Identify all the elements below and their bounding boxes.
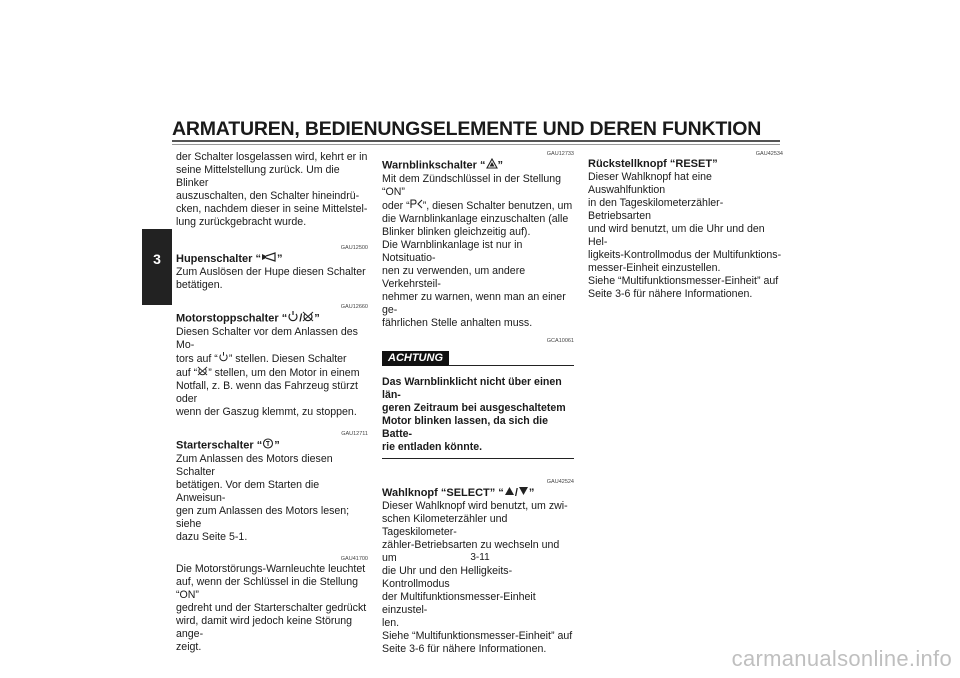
heading-text: ” [497, 159, 504, 172]
heading-text: Hupenschalter “ [176, 252, 261, 265]
caution-box [382, 351, 574, 459]
section-code: GAU12733 [546, 151, 574, 157]
engine-stop-icon [197, 366, 208, 380]
hazard-switch-heading [382, 158, 574, 173]
reset-button-heading: Rückstellknopf “RESET” [588, 158, 718, 170]
heading-text: ” [276, 252, 283, 265]
text-fragment: ” stellen, um den Motor in einem [208, 366, 360, 379]
engine-run-icon [218, 352, 229, 366]
text-block: die Warnblinkanlage einzuschalten (alle Blinker blinken gleichzeitig auf). Die Warnblinkanlage ist nur in Notsituatio- nen zu verwenden, um andere Verkehrsteil- nehmer zu warnen, wenn man an einer ge- fährlichen Stelle anhalten muss. [382, 213, 569, 329]
select-button-text: Dieser Wahlknopf wird benutzt, um zwi- schen Kilometerzähler und Tageskilometer- zähler-Betriebsarten zu wechseln und um die Uhr und den Helligkeits-Kontrollmodus der Multifunktionsmesser-Einheit einzustel- len. Siehe “Multifunktionsmesser-Einheit” auf Seite 3-6 für nähere Informationen. [382, 500, 573, 655]
park-icon [410, 199, 423, 213]
heading-text: / [299, 312, 303, 325]
chapter-tab [142, 229, 172, 305]
heading-text: Wahlknopf “SELECT” “ [382, 486, 504, 499]
horn-switch-heading [176, 252, 368, 266]
column-2 [382, 151, 574, 656]
title-rule-thin [172, 144, 780, 145]
caution-text: Das Warnblinklicht nicht über einen län- geren Zeitraum bei ausgeschaltetem Motor blinken lassen, da sich die Batte- rie entladen könnte. [382, 376, 566, 453]
heading-text: ” [528, 486, 535, 499]
text-line [176, 366, 368, 380]
turn-signal-continued-text: der Schalter losgelassen wird, kehrt er in seine Mittelstellung zurück. Um die Blinker auszuschalten, den Schalter hineindrü- cken, nachdem dieser in seine Mittelstel- lung zurückgebracht wurde. [176, 151, 368, 228]
engine-stop-icon [302, 311, 314, 326]
down-arrow-icon [518, 486, 529, 500]
section-code: GAU12711 [341, 431, 368, 437]
title-rule [172, 140, 780, 142]
reset-button-text: Dieser Wahlknopf hat eine Auswahlfunktion in den Tageskilometerzähler-Betriebsarten und wird benutzt, um die Uhr und den Hel- ligkeits-Kontrollmodus der Multifunktions- messer-Einheit einzustellen. Siehe “Multifunktionsmesser-Einheit” auf Seite 3-6 für nähere Informationen. [588, 171, 782, 300]
heading-text: Motorstoppschalter “ [176, 312, 288, 325]
section-code: GAU12500 [340, 245, 368, 251]
section-code: GAU42524 [546, 479, 574, 485]
heading-text: ” [274, 439, 280, 452]
text-line: Diesen Schalter vor dem Anlassen des Mo- [176, 326, 358, 351]
heading-text: ” [314, 312, 320, 325]
engine-stop-switch-heading [176, 311, 368, 326]
caution-label: ACHTUNG [382, 351, 449, 366]
engine-stop-switch-text [176, 326, 368, 419]
caution-rule [448, 365, 574, 366]
text-fragment: oder “ [382, 199, 410, 212]
starter-switch-text: Zum Anlassen des Motors diesen Schalter betätigen. Vor dem Starten die Anweisun- gen zum Anlassen des Motors lesen; siehe dazu Seite 5-1. [176, 453, 350, 543]
heading-text: Starterschalter “ [176, 439, 263, 452]
horn-switch-text: Zum Auslösen der Hupe diesen Schalter betätigen. [176, 266, 366, 291]
text-fragment: tors auf “ [176, 352, 218, 365]
column-1 [176, 151, 368, 654]
starter-icon [262, 438, 274, 453]
horn-icon [261, 252, 277, 266]
select-button-heading [382, 486, 574, 500]
section-code: GAU41700 [340, 556, 368, 562]
watermark: carmanualsonline.info [731, 646, 952, 671]
text-line [382, 199, 574, 213]
chapter-number: 3 [153, 251, 161, 267]
hazard-icon [486, 158, 498, 173]
up-arrow-icon [504, 486, 515, 500]
starter-switch-heading [176, 438, 368, 453]
page-number: 3-11 [470, 552, 490, 563]
section-code: GAU42534 [755, 151, 783, 157]
text-fragment: ”, diesen Schalter benutzen, um [422, 199, 573, 212]
engine-run-icon [287, 311, 299, 326]
text-line: Mit dem Zündschlüssel in der Stellung “ON” [382, 173, 562, 198]
heading-text: / [514, 486, 518, 499]
text-fragment: ” stellen. Diesen Schalter [228, 352, 347, 365]
page-title: ARMATUREN, BEDIENUNGSELEMENTE UND DEREN FUNKTION [172, 118, 762, 140]
engine-fault-warning-text: Die Motorstörungs-Warnleuchte leuchtet auf, wenn der Schlüssel in die Stellung “ON” gedreht und der Starterschalter gedrückt wird, damit wird jedoch keine Störung ange- zeigt. [176, 563, 367, 653]
text-block: Notfall, z. B. wenn das Fahrzeug stürzt oder wenn der Gaszug klemmt, zu stoppen. [176, 380, 358, 418]
section-code: GCA10061 [546, 338, 574, 344]
section-code: GAU12660 [340, 304, 368, 310]
heading-text: Warnblinkschalter “ [382, 159, 486, 172]
text-fragment: auf “ [176, 366, 198, 379]
column-3 [588, 151, 783, 301]
text-line [176, 352, 368, 366]
hazard-switch-text [382, 173, 574, 330]
